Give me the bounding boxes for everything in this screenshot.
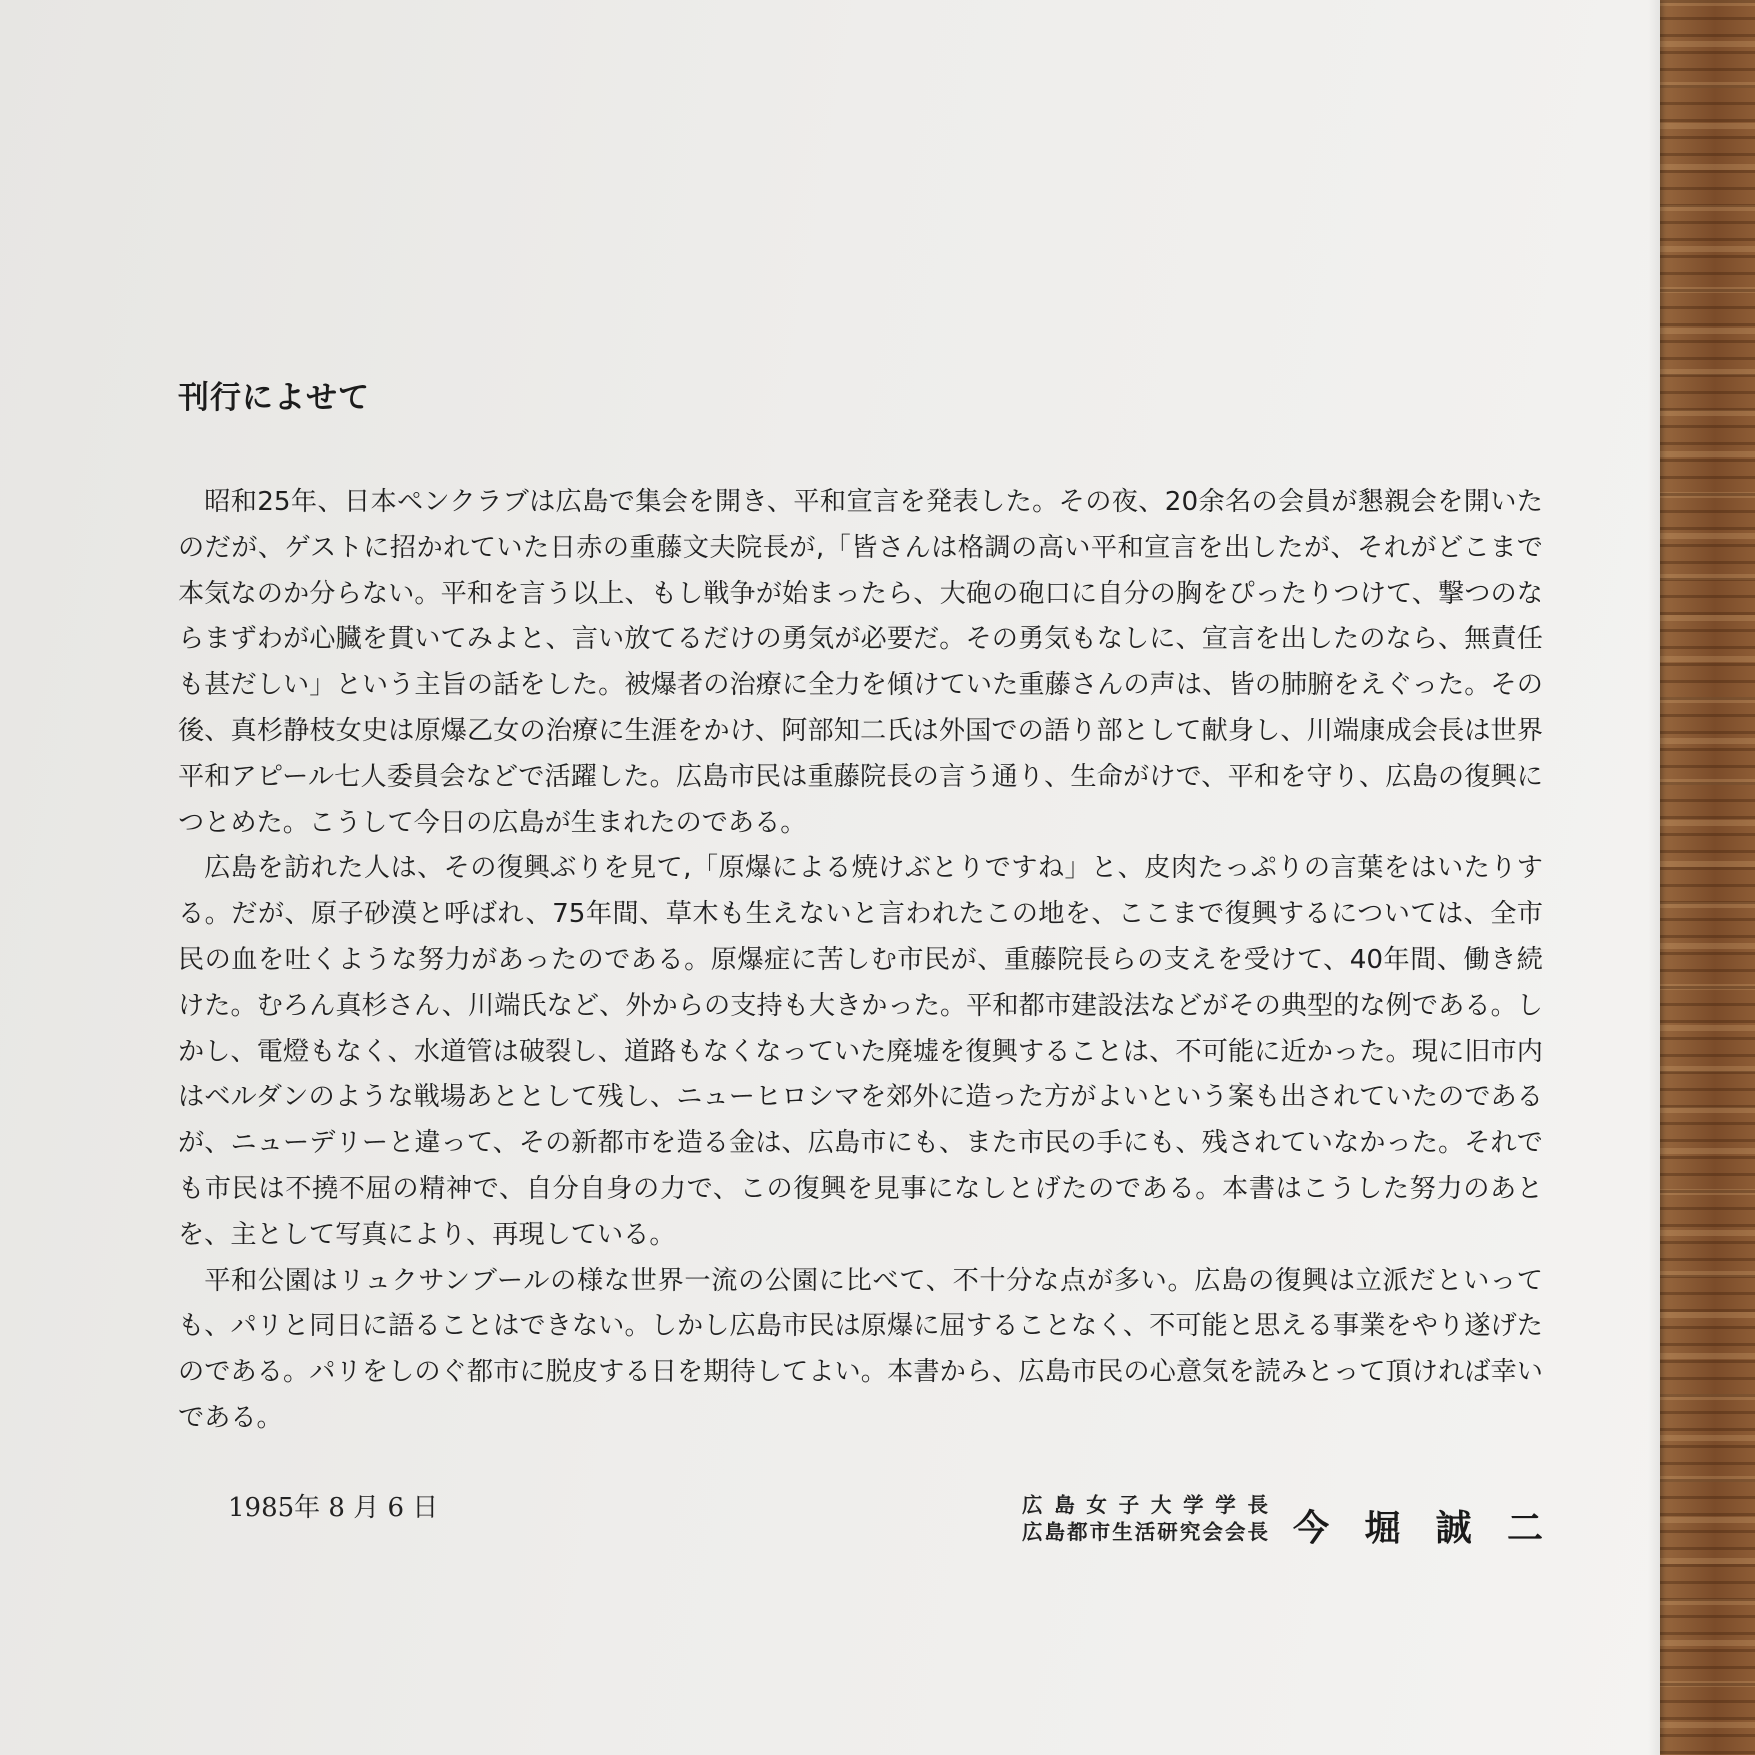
page-edge-shadow [1648,0,1660,1755]
author-title-line-1: 広島女子大学学長 [1022,1493,1268,1517]
paragraph-2: 広島を訪れた人は、その復興ぶりを見て,「原爆による焼けぶとりですね」と、皮肉たっぷりの言葉をはいたりする。だが、原子砂漠と呼ばれ、75年間、草木も生えないと言われたこの地を、ここまで復興するについては、全市民の血を吐くような努力があったのである。原爆症に苦しむ市民が、重藤院長らの支えを受けて、40年間、働き続けた。むろん真杉さん、川端氏など、外からの支持も大きかった。平和都市建設法などがその典型的な例である。しかし、電燈もなく、水道管は破裂し、道路もなくなっていた廃墟を復興することは、不可能に近かった。現に旧市内はベルダンのような戦場あととして残し、ニューヒロシマを郊外に造った方がよいという案も出されていたのであるが、ニューデリーと違って、その新都市を造る金は、広島市にも、また市民の手にも、残されていなかった。それでも市民は不撓不屈の精神で、自分自身の力で、この復興を見事になしとげたのである。本書はこうした努力のあとを、主として写真により、再現している。 [178,853,1543,1250]
author-title-line-2: 広島都市生活研究会会長 [1022,1520,1268,1544]
paragraph-3: 平和公園はリュクサンブールの様な世界一流の公園に比べて、不十分な点が多い。広島の復興は立派だといっても、パリと同日に語ることはできない。しかし広島市民は原爆に屈することなく、不可能と思える事業をやり遂げたのである。パリをしのぐ都市に脱皮する日を期待してよい。本書から、広島市民の心意気を読みとって頂ければ幸いである。 [178,1265,1543,1433]
author-name: 今 堀 誠 二 [1293,1508,1543,1549]
author-titles [1022,1492,1268,1546]
wooden-table-background [1655,0,1755,1755]
page-heading: 刊行によせて [178,380,370,416]
body-text [178,480,1543,1442]
paragraph-1: 昭和25年、日本ペンクラブは広島で集会を開き、平和宣言を発表した。その夜、20余名の会員が懇親会を開いたのだが、ゲストに招かれていた日赤の重藤文夫院長が,「皆さんは格調の高い平和宣言を出したが、それがどこまで本気なのか分らない。平和を言う以上、もし戦争が始まったら、大砲の砲口に自分の胸をぴったりつけて、撃つのならまずわが心臓を貫いてみよと、言い放てるだけの勇気が必要だ。その勇気もなしに、宣言を出したのなら、無責任も甚だしい」という主旨の話をした。被爆者の治療に全力を傾けていた重藤さんの声は、皆の肺腑をえぐった。その後、真杉静枝女史は原爆乙女の治療に生涯をかけ、阿部知二氏は外国での語り部として献身し、川端康成会長は世界平和アピール七人委員会などで活躍した。広島市民は重藤院長の言う通り、生命がけで、平和を守り、広島の復興につとめた。こうして今日の広島が生まれたのである。 [178,487,1543,838]
publication-date: 1985年 8 月 6 日 [228,1493,439,1523]
